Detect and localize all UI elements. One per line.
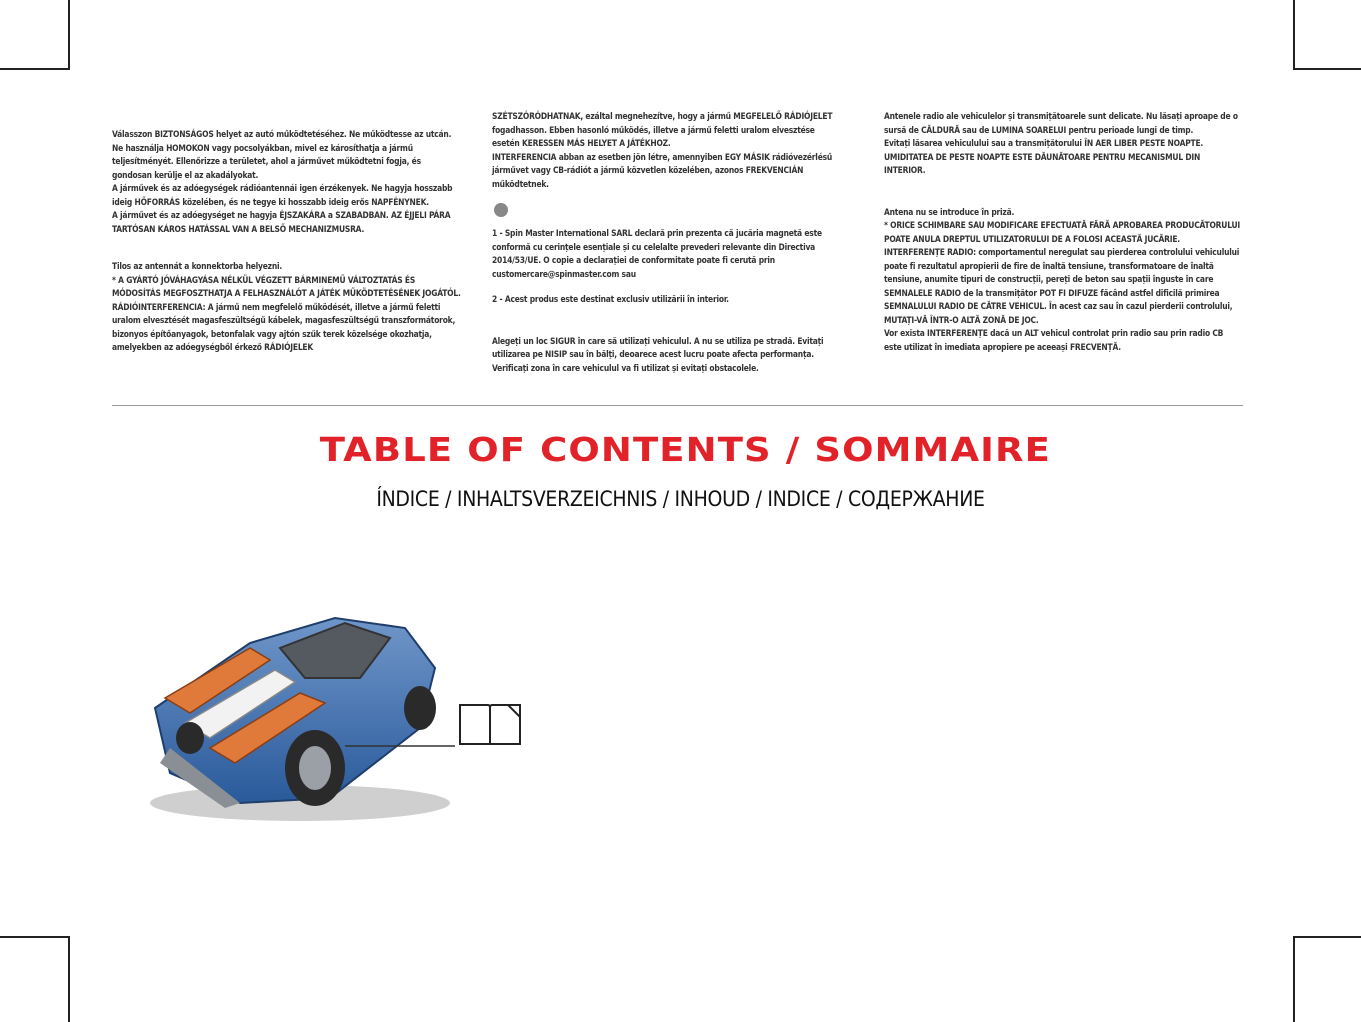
hu-paragraph-2: Tilos az antennát a konnektorba helyezni. * A GYÁRTÓ JÓVÁHAGYÁSA NÉLKÜL VÉGZETT BÁRMINEMŰ VÁLTOZTATÁS ÉS MÓDOSÍTÁS MEGFOSZTHATJA A FELHASZNÁLÓT A JÁTÉK MŰKÖDTETÉSÉNEK JOGÁTÓL. RÁDIÓINTERFERENCIA: A jármű nem megfelelő működését, illetve a jármű feletti uralom elvesztését magasfeszültségű kábelek, magasfeszültségű transzformátorok, bizonyos építőanyagok, betonfalak vagy ajtón szűk terek közelsége okozhatja, amelyekben az adóegységből érkező RÁDIÓJELEK: [112, 261, 461, 352]
middle-column: [492, 110, 844, 387]
crop-mark-bottom-right: [1293, 936, 1361, 1022]
toc-title: TABLE OF CONTENTS / SOMMAIRE: [319, 430, 1051, 469]
ro-paragraph-2: 2 - Acest produs este destinat exclusiv utilizării în interior.: [492, 294, 729, 304]
hu-paragraph-3: SZÉTSZÓRÓDHATNAK, ezáltal megnehezítve, hogy a jármű MEGFELELŐ RÁDIÓJELET fogadhasson. Ebben hasonló működés, illetve a jármű feletti uralom elvesztése esetén KERESSEN MÁS HELYET A JÁTÉKHOZ. INTERFERENCIA abban az esetben jön létre, amennyiben EGY MÁSIK rádióvezérlésű járművet vagy CB-rádiót a jármű közvetlen közelében, azonos FREKVENCIÁN működtetnek.: [492, 111, 833, 189]
race-car-image: [130, 598, 460, 838]
hu-paragraph-1: Válasszon BIZTONSÁGOS helyet az autó működtetéséhez. Ne működtesse az utcán. Ne használja HOMOKON vagy pocsolyákban, mivel ez károsíthatja a jármű teljesítményét. Ellenőrizze a területet, ahol a járművet működtetni fogja, és gondosan kerülje el az akadályokat. A járművek és az adóegységek rádióantennái igen érzékenyek. Ne hagyja hosszabb ideig HŐFORRÁS közelében, és ne tegye ki hosszabb ideig erős NAPFÉNYNEK. A járművet és az adóegységet ne hagyja ÉJSZAKÁRA a SZABADBAN. AZ ÉJJELI PÁRA TARTÓSAN KÁROS HATÁSSAL VAN A BELSŐ MECHANIZMUSRA.: [112, 129, 453, 234]
ro-paragraph-4: Antenele radio ale vehiculelor și transmițătoarele sunt delicate. Nu lăsați aproape de o sursă de CĂLDURĂ sau de LUMINA SOARELUI pentru perioade lungi de timp. Evitați lăsarea vehiculului sau a transmițătorului ÎN AER LIBER PESTE NOAPTE. UMIDITATEA DE PESTE NOAPTE ESTE DĂUNĂTOARE PENTRU MECANISMUL DIN INTERIOR.: [884, 111, 1238, 175]
ro-paragraph-3: Alegeți un loc SIGUR în care să utilizați vehiculul. A nu se utiliza pe stradă. Evitați utilizarea pe NISIP sau în bălți, deoarece acest lucru poate afecta performanța. Verificați zona în care vehiculul va fi utilizat și evitați obstacolele.: [492, 335, 824, 373]
toc-subtitle: ÍNDICE / INHALTSVERZEICHNIS / INHOUD / INDICE / СОДЕРЖАНИЕ: [376, 487, 985, 511]
hungarian-column: [112, 128, 462, 367]
crop-mark-top-right: [1293, 0, 1361, 70]
romanian-column: [884, 110, 1242, 366]
crop-mark-bottom-left: [0, 936, 70, 1022]
open-book-icon: [455, 700, 525, 750]
ro-paragraph-5: Antena nu se introduce în priză. * ORICE SCHIMBARE SAU MODIFICARE EFECTUATĂ FĂRĂ APROBAREA PRODUCĂTORULUI POATE ANULA DREPTUL UTILIZATORULUI DE A FOLOSI ACEASTĂ JUCĂRIE. INTERFERENȚE RADIO: comportamentul neregulat sau pierderea controlului vehiculului poate fi rezultatul apropierii de fire de înaltă tensiune, transformatoare de înaltă tensiune, anumite tipuri de construcții, pereți de beton sau spații înguste în care SEMNALELE RADIO de la transmițător POT FI DIFUZE făcând astfel dificilă primirea SEMNALULUI RADIO DE CĂTRE VEHICUL. În acest caz sau în cazul pierderii controlului, MUTAȚI-VĂ ÎNTR-O ALTĂ ZONĂ DE JOC. Vor exista INTERFERENȚE dacă un ALT vehicul controlat prin radio sau prin radio CB este utilizat în imediata apropiere pe aceeași FRECVENȚĂ.: [884, 206, 1241, 352]
crop-mark-top-left: [0, 0, 70, 70]
language-dot-icon: [494, 203, 508, 217]
ro-paragraph-1: 1 - Spin Master International SARL declară prin prezenta că jucăria magnetă este conformă cu cerințele esențiale și cu celelalte prevederi relevante din Directiva 2014/53/UE. O copie a declarației de conformitate poate fi cerută prin customercare@spinmaster.com sau: [492, 228, 822, 279]
section-divider: [112, 405, 1243, 406]
